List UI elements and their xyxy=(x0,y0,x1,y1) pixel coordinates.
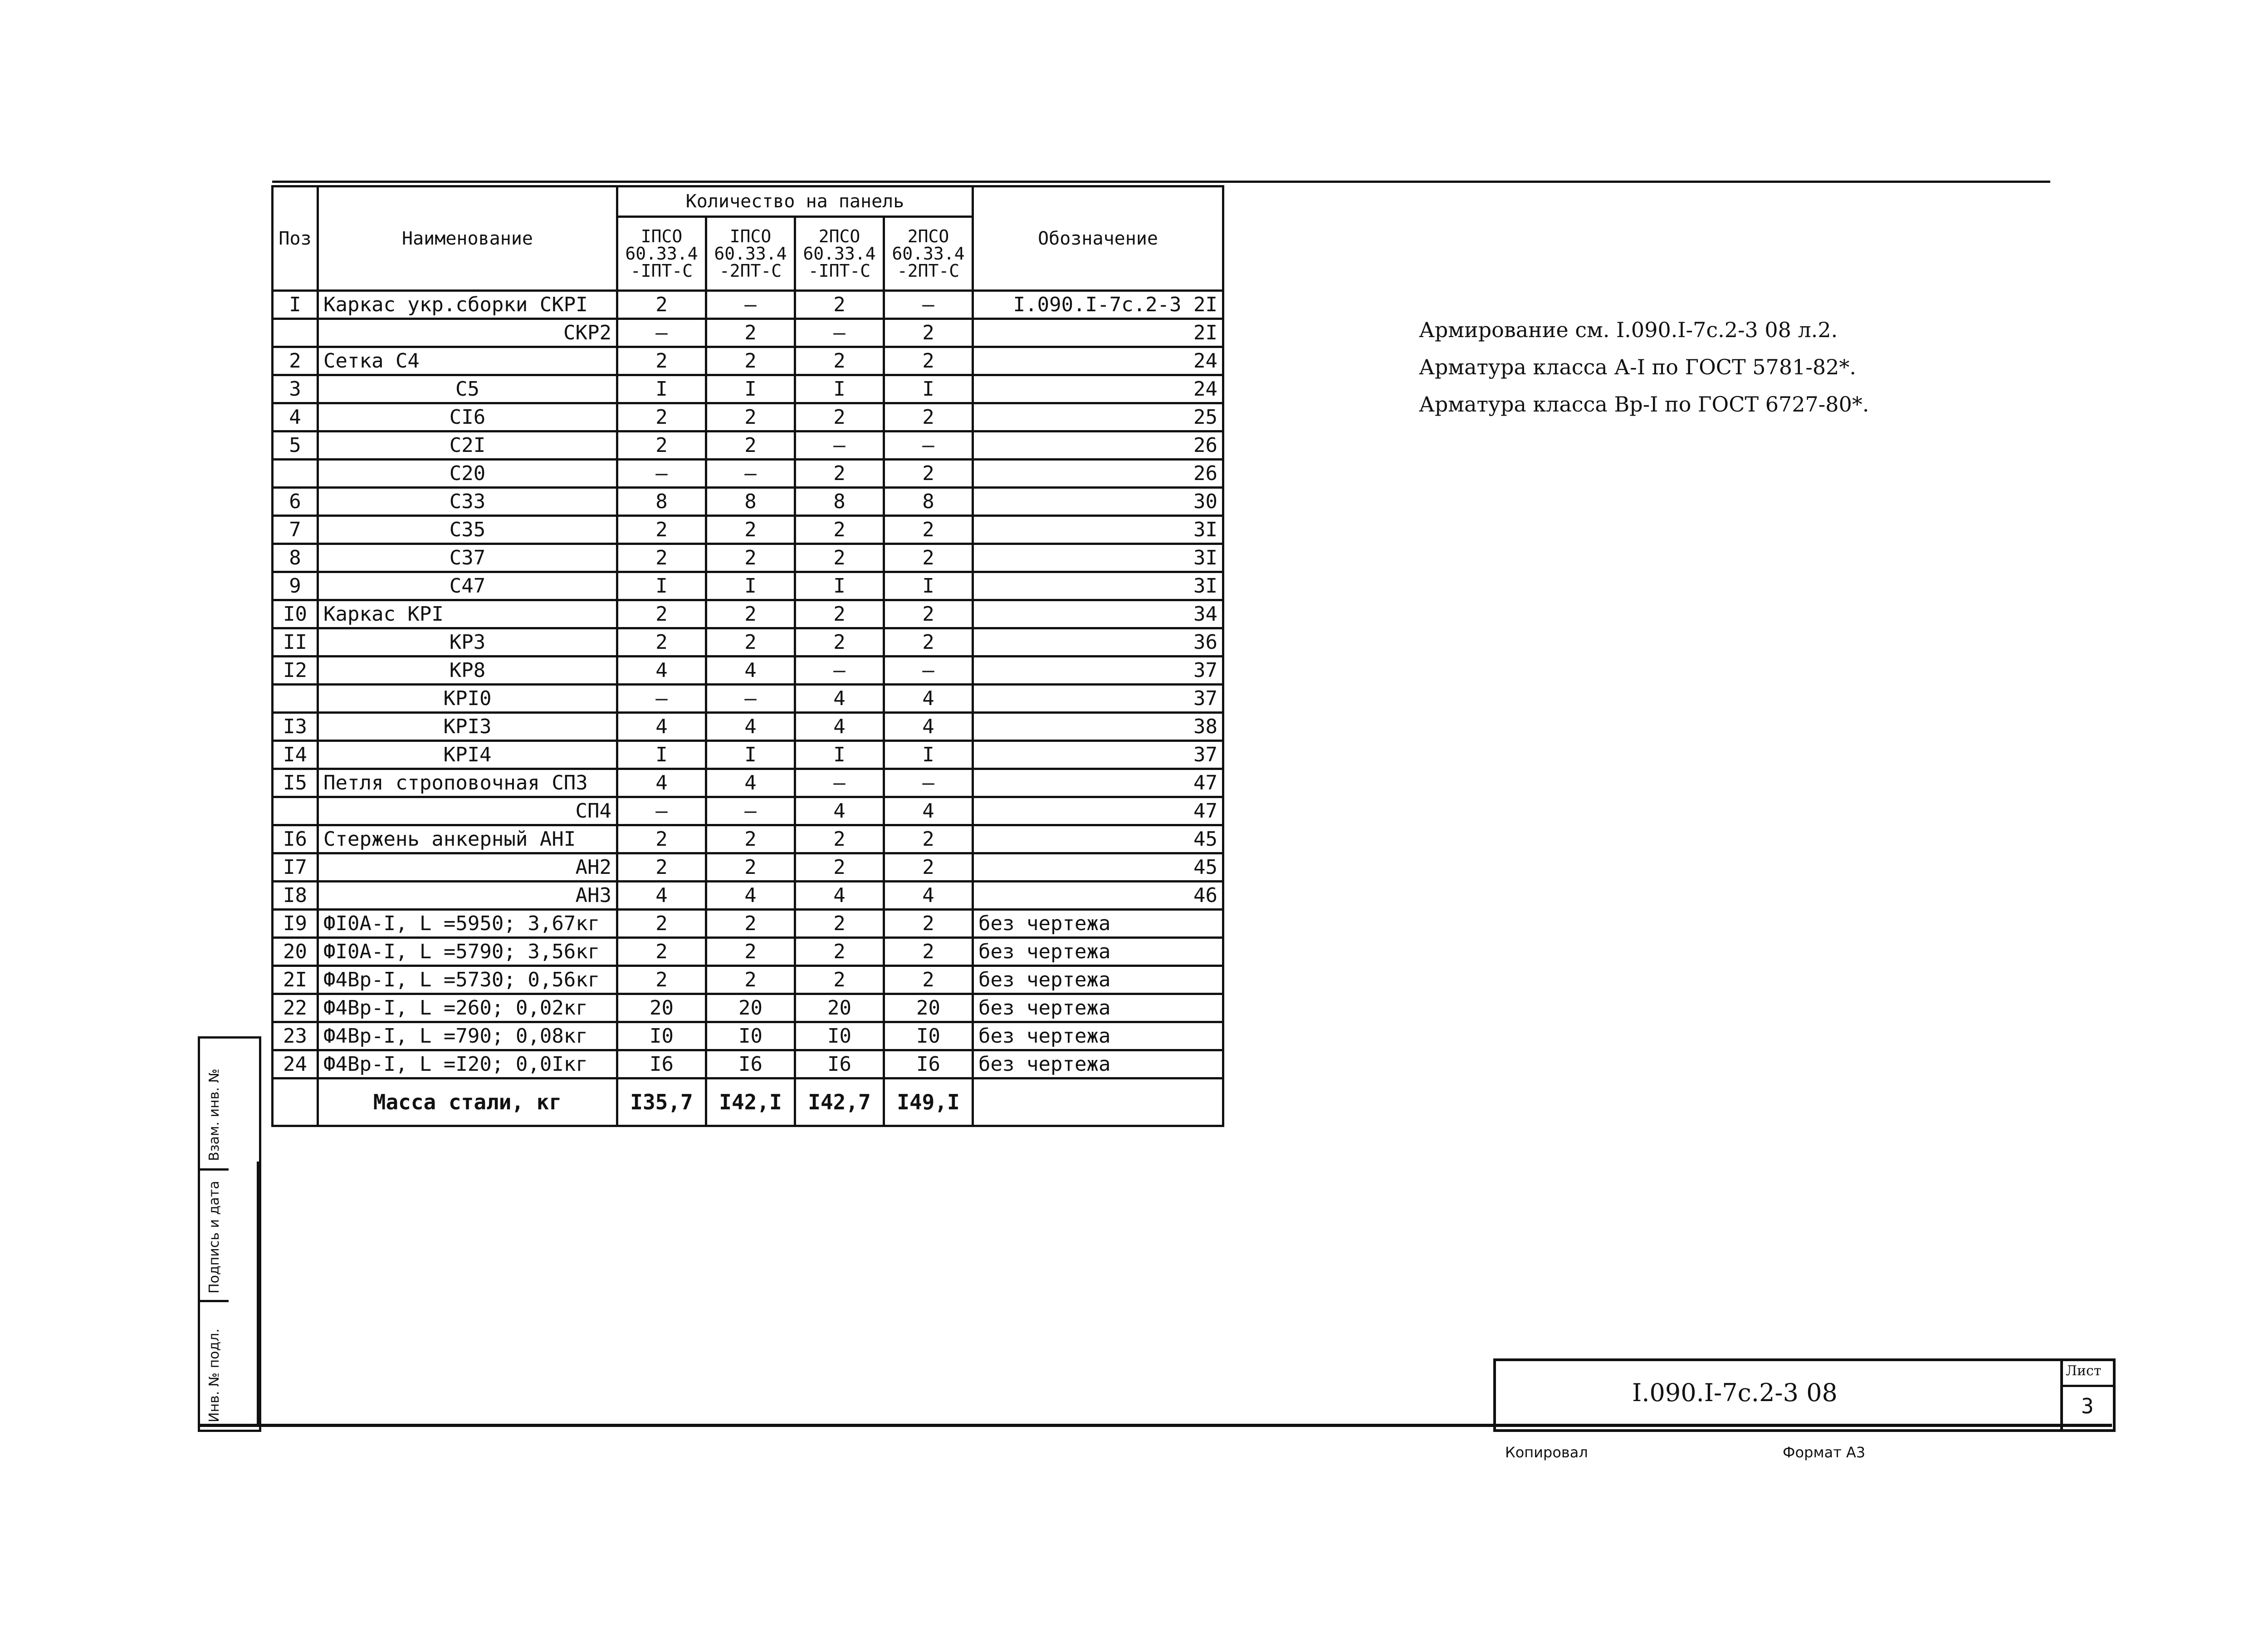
name-cell: ФI0А-I, L =5950; 3,67кг xyxy=(318,910,617,938)
quantity-cell: 4 xyxy=(884,713,973,741)
quantity-cell: 8 xyxy=(795,488,884,516)
quantity-cell: 2 xyxy=(795,516,884,544)
quantity-cell: – xyxy=(617,797,706,825)
header-panel xyxy=(795,217,884,291)
name-cell: С37 xyxy=(318,544,617,572)
quantity-cell: 2 xyxy=(795,853,884,882)
stamp-label-inv-number: Инв. № подл. xyxy=(206,1328,222,1422)
quantity-cell: 2 xyxy=(884,910,973,938)
quantity-cell: I6 xyxy=(617,1050,706,1078)
quantity-cell: 2 xyxy=(617,403,706,431)
pos-cell: 7 xyxy=(273,516,318,544)
quantity-cell: I xyxy=(884,572,973,600)
quantity-cell: 2 xyxy=(795,544,884,572)
quantity-cell: 4 xyxy=(617,882,706,910)
quantity-cell: 4 xyxy=(706,769,795,797)
quantity-cell: 20 xyxy=(795,994,884,1022)
quantity-cell: – xyxy=(795,769,884,797)
quantity-cell: 4 xyxy=(706,657,795,685)
name-cell: Ф4Вр-I, L =260; 0,02кг xyxy=(318,994,617,1022)
quantity-cell: 2 xyxy=(706,966,795,994)
table-row xyxy=(273,713,1223,741)
designation-cell: 38 xyxy=(973,713,1223,741)
quantity-cell: 2 xyxy=(795,938,884,966)
pos-cell: I4 xyxy=(273,741,318,769)
quantity-cell: 2 xyxy=(795,403,884,431)
quantity-cell: 4 xyxy=(706,882,795,910)
specification-table xyxy=(271,185,1224,1127)
quantity-cell: 2 xyxy=(884,853,973,882)
table-row xyxy=(273,516,1223,544)
quantity-cell: 2 xyxy=(795,966,884,994)
panel-line-3: -2ПТ-С xyxy=(897,261,960,281)
name-cell: Сетка С4 xyxy=(318,347,617,375)
designation-cell: 3I xyxy=(973,572,1223,600)
quantity-cell: 20 xyxy=(706,994,795,1022)
pos-cell: 23 xyxy=(273,1022,318,1050)
quantity-cell: 8 xyxy=(706,488,795,516)
quantity-cell: 2 xyxy=(617,853,706,882)
quantity-cell: – xyxy=(617,460,706,488)
pos-cell: I9 xyxy=(273,910,318,938)
quantity-cell: 4 xyxy=(884,882,973,910)
quantity-cell: – xyxy=(884,657,973,685)
name-cell: С5 xyxy=(318,375,617,403)
quantity-cell: I xyxy=(884,375,973,403)
table-row xyxy=(273,488,1223,516)
quantity-cell: 2 xyxy=(884,347,973,375)
table-row xyxy=(273,572,1223,600)
quantity-cell: 2 xyxy=(617,910,706,938)
quantity-cell: – xyxy=(884,431,973,460)
quantity-cell: 2 xyxy=(706,516,795,544)
quantity-cell: – xyxy=(795,431,884,460)
quantity-cell: 2 xyxy=(706,938,795,966)
designation-cell: 37 xyxy=(973,741,1223,769)
quantity-cell: I0 xyxy=(884,1022,973,1050)
designation-cell: 45 xyxy=(973,853,1223,882)
pos-cell xyxy=(273,797,318,825)
name-cell: СКР2 xyxy=(318,319,617,347)
quantity-cell: 4 xyxy=(617,713,706,741)
header-name: Наименование xyxy=(318,186,617,291)
quantity-cell: I xyxy=(617,375,706,403)
pos-cell: I xyxy=(273,291,318,319)
panel-line-2: 60.33.4 xyxy=(892,244,965,264)
header-pos: Поз xyxy=(273,186,318,291)
quantity-cell: I6 xyxy=(795,1050,884,1078)
quantity-cell: 4 xyxy=(706,713,795,741)
quantity-cell: I6 xyxy=(884,1050,973,1078)
quantity-cell: 2 xyxy=(795,600,884,628)
designation-cell: 37 xyxy=(973,657,1223,685)
header-quantity-group: Количество на панель xyxy=(617,186,973,217)
total-designation-cell xyxy=(973,1078,1223,1126)
pos-cell: 22 xyxy=(273,994,318,1022)
table-row xyxy=(273,938,1223,966)
designation-cell: 30 xyxy=(973,488,1223,516)
quantity-cell: I xyxy=(706,572,795,600)
quantity-cell: – xyxy=(795,657,884,685)
name-cell: Ф4Вр-I, L =790; 0,08кг xyxy=(318,1022,617,1050)
pos-cell: 2I xyxy=(273,966,318,994)
name-cell: С2I xyxy=(318,431,617,460)
designation-cell: 24 xyxy=(973,347,1223,375)
quantity-cell: 2 xyxy=(706,600,795,628)
quantity-cell: – xyxy=(706,797,795,825)
designation-cell: 47 xyxy=(973,769,1223,797)
quantity-cell: 4 xyxy=(795,713,884,741)
header-panel xyxy=(884,217,973,291)
stamp-cell xyxy=(200,1039,229,1171)
table-row xyxy=(273,375,1223,403)
name-cell: СI6 xyxy=(318,403,617,431)
quantity-cell: I xyxy=(795,741,884,769)
quantity-cell: 2 xyxy=(884,628,973,657)
pos-cell xyxy=(273,460,318,488)
total-mass-value: I35,7 xyxy=(617,1078,706,1126)
table-row xyxy=(273,1050,1223,1078)
name-cell: КР3 xyxy=(318,628,617,657)
quantity-cell: 2 xyxy=(617,347,706,375)
footer-copied: Копировал xyxy=(1505,1444,1588,1461)
quantity-cell: I xyxy=(617,572,706,600)
table-row xyxy=(273,657,1223,685)
table-row xyxy=(273,319,1223,347)
designation-cell: 34 xyxy=(973,600,1223,628)
total-mass-value: I42,I xyxy=(706,1078,795,1126)
name-cell: Каркас укр.сборки СКРI xyxy=(318,291,617,319)
name-cell: С35 xyxy=(318,516,617,544)
name-cell: С33 xyxy=(318,488,617,516)
quantity-cell: I0 xyxy=(795,1022,884,1050)
quantity-cell: I xyxy=(884,741,973,769)
quantity-cell: 2 xyxy=(617,600,706,628)
quantity-cell: 2 xyxy=(884,460,973,488)
designation-cell: без чертежа xyxy=(973,1022,1223,1050)
quantity-cell: 2 xyxy=(795,825,884,853)
quantity-cell: I xyxy=(706,741,795,769)
quantity-cell: 2 xyxy=(795,910,884,938)
quantity-cell: 20 xyxy=(617,994,706,1022)
quantity-cell: 2 xyxy=(884,600,973,628)
table-row xyxy=(273,291,1223,319)
designation-cell: 3I xyxy=(973,544,1223,572)
designation-cell: 24 xyxy=(973,375,1223,403)
quantity-cell: 2 xyxy=(706,544,795,572)
table-row xyxy=(273,403,1223,431)
total-mass-value: I49,I xyxy=(884,1078,973,1126)
quantity-cell: 2 xyxy=(617,431,706,460)
quantity-cell: – xyxy=(617,319,706,347)
designation-cell: 37 xyxy=(973,685,1223,713)
name-cell: КРI3 xyxy=(318,713,617,741)
quantity-cell: 2 xyxy=(884,403,973,431)
pos-cell: I2 xyxy=(273,657,318,685)
quantity-cell: 2 xyxy=(706,431,795,460)
designation-cell: 2I xyxy=(973,319,1223,347)
pos-cell: I6 xyxy=(273,825,318,853)
table-row xyxy=(273,882,1223,910)
quantity-cell: I xyxy=(706,375,795,403)
quantity-cell: I6 xyxy=(706,1050,795,1078)
quantity-cell: 4 xyxy=(884,797,973,825)
name-cell: АН2 xyxy=(318,853,617,882)
quantity-cell: – xyxy=(884,291,973,319)
total-pos-cell xyxy=(273,1078,318,1126)
pos-cell: I8 xyxy=(273,882,318,910)
specification-body xyxy=(273,291,1223,1078)
pos-cell: I7 xyxy=(273,853,318,882)
quantity-cell: 2 xyxy=(617,544,706,572)
quantity-cell: 2 xyxy=(795,347,884,375)
quantity-cell: 2 xyxy=(706,910,795,938)
quantity-cell: 2 xyxy=(706,853,795,882)
quantity-cell: 2 xyxy=(795,628,884,657)
name-cell: КРI0 xyxy=(318,685,617,713)
table-row xyxy=(273,853,1223,882)
designation-cell: без чертежа xyxy=(973,910,1223,938)
quantity-cell: 2 xyxy=(795,291,884,319)
designation-cell: 26 xyxy=(973,431,1223,460)
pos-cell: 3 xyxy=(273,375,318,403)
pos-cell: 9 xyxy=(273,572,318,600)
quantity-cell: 4 xyxy=(884,685,973,713)
pos-cell xyxy=(273,685,318,713)
pos-cell: 6 xyxy=(273,488,318,516)
quantity-cell: 4 xyxy=(795,882,884,910)
designation-cell: без чертежа xyxy=(973,994,1223,1022)
quantity-cell: 2 xyxy=(795,460,884,488)
table-row xyxy=(273,966,1223,994)
panel-line-1: 2ПСО xyxy=(818,226,860,246)
quantity-cell: 2 xyxy=(884,319,973,347)
stamp-cell xyxy=(200,1300,229,1427)
quantity-cell: 2 xyxy=(884,825,973,853)
stamp-label-signature-date: Подпись и дата xyxy=(206,1181,222,1294)
panel-line-1: IПСО xyxy=(640,226,683,246)
panel-line-2: 60.33.4 xyxy=(625,244,698,264)
designation-cell: 45 xyxy=(973,825,1223,853)
pos-cell: 24 xyxy=(273,1050,318,1078)
panel-line-3: -IПТ-С xyxy=(808,261,871,281)
designation-cell: 3I xyxy=(973,516,1223,544)
quantity-cell: I0 xyxy=(617,1022,706,1050)
quantity-cell: 2 xyxy=(884,966,973,994)
note-class-vr1: Арматура класса Вр-I по ГОСТ 6727-80*. xyxy=(1419,392,1869,417)
panel-line-1: IПСО xyxy=(729,226,772,246)
name-cell: СП4 xyxy=(318,797,617,825)
pos-cell: I5 xyxy=(273,769,318,797)
panel-line-2: 60.33.4 xyxy=(803,244,876,264)
pos-cell: 2 xyxy=(273,347,318,375)
designation-cell: без чертежа xyxy=(973,1050,1223,1078)
quantity-cell: 2 xyxy=(884,938,973,966)
total-mass-label: Масса стали, кг xyxy=(318,1078,617,1126)
table-row xyxy=(273,797,1223,825)
name-cell: Ф4Вр-I, L =5730; 0,56кг xyxy=(318,966,617,994)
quantity-cell: 4 xyxy=(617,769,706,797)
quantity-cell: 2 xyxy=(706,825,795,853)
total-mass-row xyxy=(273,1078,1223,1126)
table-row xyxy=(273,600,1223,628)
sheet-box xyxy=(2060,1361,2113,1429)
pos-cell: 8 xyxy=(273,544,318,572)
pos-cell xyxy=(273,319,318,347)
pos-cell: I0 xyxy=(273,600,318,628)
pos-cell: 5 xyxy=(273,431,318,460)
table-row xyxy=(273,431,1223,460)
quantity-cell: 2 xyxy=(617,966,706,994)
title-block xyxy=(1493,1358,2116,1432)
header-panel xyxy=(617,217,706,291)
designation-cell: без чертежа xyxy=(973,938,1223,966)
quantity-cell: I0 xyxy=(706,1022,795,1050)
designation-cell: 47 xyxy=(973,797,1223,825)
stamp-label-replaced-inv: Взам. инв. № xyxy=(206,1069,222,1161)
panel-line-3: -IПТ-С xyxy=(630,261,693,281)
quantity-cell: – xyxy=(706,291,795,319)
panel-line-1: 2ПСО xyxy=(907,226,949,246)
table-row xyxy=(273,347,1223,375)
stamp-strip xyxy=(198,1036,261,1432)
name-cell: КРI4 xyxy=(318,741,617,769)
table-row xyxy=(273,994,1223,1022)
table-row xyxy=(273,544,1223,572)
quantity-cell: 2 xyxy=(617,628,706,657)
name-cell: Петля строповочная СП3 xyxy=(318,769,617,797)
quantity-cell: I xyxy=(795,572,884,600)
sheet-number: 3 xyxy=(2081,1394,2094,1418)
quantity-cell: 4 xyxy=(795,685,884,713)
quantity-cell: – xyxy=(706,685,795,713)
quantity-cell: – xyxy=(884,769,973,797)
table-row xyxy=(273,741,1223,769)
name-cell: С20 xyxy=(318,460,617,488)
table-row xyxy=(273,910,1223,938)
quantity-cell: I xyxy=(617,741,706,769)
designation-cell: 25 xyxy=(973,403,1223,431)
quantity-cell: 2 xyxy=(884,544,973,572)
quantity-cell: 2 xyxy=(617,516,706,544)
designation-cell: 26 xyxy=(973,460,1223,488)
name-cell: Каркас КРI xyxy=(318,600,617,628)
quantity-cell: 4 xyxy=(617,657,706,685)
sheet-divider xyxy=(2063,1385,2113,1387)
quantity-cell: 2 xyxy=(706,347,795,375)
header-designation: Обозначение xyxy=(973,186,1223,291)
quantity-cell: 2 xyxy=(706,319,795,347)
name-cell: ФI0А-I, L =5790; 3,56кг xyxy=(318,938,617,966)
quantity-cell: – xyxy=(795,319,884,347)
note-class-a1: Арматура класса А-I по ГОСТ 5781-82*. xyxy=(1419,355,1857,379)
pos-cell: 4 xyxy=(273,403,318,431)
panel-line-2: 60.33.4 xyxy=(714,244,787,264)
quantity-cell: 2 xyxy=(706,628,795,657)
quantity-cell: 2 xyxy=(706,403,795,431)
pos-cell: 20 xyxy=(273,938,318,966)
pos-cell: I3 xyxy=(273,713,318,741)
quantity-cell: 2 xyxy=(884,516,973,544)
quantity-cell: 8 xyxy=(884,488,973,516)
quantity-cell: – xyxy=(706,460,795,488)
footer-format: Формат А3 xyxy=(1783,1444,1866,1461)
quantity-cell: 8 xyxy=(617,488,706,516)
designation-cell: 46 xyxy=(973,882,1223,910)
total-mass-value: I42,7 xyxy=(795,1078,884,1126)
panel-line-3: -2ПТ-С xyxy=(719,261,782,281)
name-cell: КР8 xyxy=(318,657,617,685)
header-panel xyxy=(706,217,795,291)
designation-cell: без чертежа xyxy=(973,966,1223,994)
quantity-cell: 2 xyxy=(617,825,706,853)
table-row xyxy=(273,460,1223,488)
quantity-cell: 4 xyxy=(795,797,884,825)
quantity-cell: 20 xyxy=(884,994,973,1022)
stamp-cell xyxy=(200,1168,229,1302)
table-row xyxy=(273,825,1223,853)
name-cell: Стержень анкерный АНI xyxy=(318,825,617,853)
table-row xyxy=(273,628,1223,657)
name-cell: С47 xyxy=(318,572,617,600)
quantity-cell: – xyxy=(617,685,706,713)
name-cell: Ф4Вр-I, L =I20; 0,0Iкг xyxy=(318,1050,617,1078)
table-row xyxy=(273,1022,1223,1050)
name-cell: АН3 xyxy=(318,882,617,910)
note-reinforcement: Армирование см. I.090.I-7с.2-3 08 л.2. xyxy=(1419,318,1838,342)
quantity-cell: 2 xyxy=(617,291,706,319)
frame-top-line xyxy=(272,181,2050,183)
pos-cell: II xyxy=(273,628,318,657)
designation-cell: 36 xyxy=(973,628,1223,657)
document-code: I.090.I-7с.2-3 08 xyxy=(1632,1378,1838,1407)
sheet-label: Лист xyxy=(2066,1363,2102,1379)
designation-cell: I.090.I-7с.2-3 2I xyxy=(973,291,1223,319)
quantity-cell: I xyxy=(795,375,884,403)
quantity-cell: 2 xyxy=(617,938,706,966)
table-row xyxy=(273,769,1223,797)
table-row xyxy=(273,685,1223,713)
